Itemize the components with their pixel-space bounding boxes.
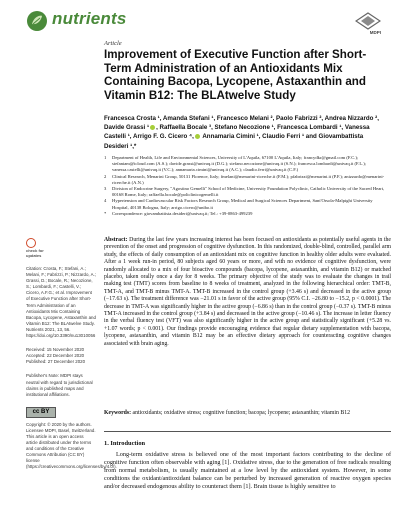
abstract-text: During the last few years increasing interest has been focused on antioxidants as potentially useful agents in the prevention of the onset and progression of cognitive dysfunction. In this randomized, double-blind, controlled, parallel arm study, the effects of daily consumption of an antioxidant mix on cognitive function in healthy older adults were evaluated. After a 1 week run-in period, 80 subjects aged 60 years or more, and with no evidence of cognitive dysfunction, were randomly allocated to a mix of four bioactive compounds (bacopa, lycopene, astaxanthin, and vitamin B12) or matched placebo, taken orally once a day for 8 weeks. The primary objective of the study was to evaluate the changes in trail making test (TMT) scores from baseline to 8 weeks of treatment, analyzed in the following hierarchical order: TMT-B, TMT-A, and TMT-B minus TMT-A. TMT-B increased in the control group (+3.46 s) and decreased in the active group (−17.63 s). The treatment difference was −21.01 s in favor of the active group (95% C.I. −26.80 to −15.2, p < 0.0001). The decrease in TMT-A was significantly higher in the active group (−6.86 s) than in the control group (−0.37 s). TMT-B minus TMT-A increased in the control group (+3.84 s) and decreased in the active group (−10.46 s). The increase in letter fluency in the verbal fluency test (VFT) was also significantly higher in the active group and statistically significant (+5.28 vs. +1.07 words; p < 0.001). Our findings provide encouraging evidence that regular dietary supplementation with bacopa, lycopene, astaxanthin, and vitamin B12 may be an effective dietary approach for counteracting cognitive changes associated with brain aging. [104,237,392,347]
author-list: Francesca Crosta ¹, Amanda Stefani ¹, Francesco Melani ², Paolo Fabrizzi ², Andrea Nizzardo ², Davide Grassi ¹ , Raffaella Bocale ³, Stefano Necozione ¹, Francesca Lombardi ¹, Vanessa Castelli ¹, Arrigo F. G. Cicero ⁴, Annamaria Cimini ¹, Claudio Ferri ¹ and Giovambattista Desideri ¹,* [104,115,379,150]
publication-dates: Received: 15 November 2020 Accepted: 22 December 2020 Published: 27 December 2020 [26,347,86,365]
affiliations [104,155,389,217]
affiliation-text: Clinical Research, Menarini Group, 50131 Florence, Italy; fmelani@menarini-ricerche.it (F.M.); pfabrizzi@menarini.it (P.F.); anizzardo@menarini-ricerche.it (A.N.) [112,173,385,185]
authors-line-1[interactable]: Francesca Crosta ¹, Amanda Stefani ¹, Francesco Melani ², Paolo Fabrizzi ², Andrea Nizzardo ², Davide Grassi ¹ [104,115,379,132]
affiliation-item [104,174,389,186]
authors-line-3[interactable]: Annamaria Cimini ¹, Claudio Ferri ¹ and Giovambattista Desideri ¹,* [104,133,364,150]
keywords-label: Keywords: [104,410,132,416]
affiliation-number: 3 [104,186,107,192]
article-title: Improvement of Executive Function after Short-Term Administration of an Antioxidants Mix Containing Bacopa, Lycopene, Astaxanthin and Vitamin B12: The BLAtwelve Study [104,48,367,102]
sidebar [26,238,117,471]
journal-name[interactable]: nutrients [52,9,127,28]
nutrients-logo-icon [26,10,48,32]
correspondence-item [104,211,389,217]
affiliation-number: * [104,210,107,216]
mdpi-logo-icon [355,12,381,30]
abstract-label: Abstract: [104,237,128,243]
publisher-name: MDPI [369,30,381,35]
orcid-icon[interactable] [150,125,155,130]
affiliation-number: 1 [104,155,107,160]
copyright-notice: Copyright: © 2020 by the authors. Licensee MDPI, Basel, Switzerland. This article is an open access article distributed under the terms and conditions of the Creative Commons Attribution (CC BY) license (https://creativecommons.org/licenses/by/4.0/). [26,421,117,470]
check-for-updates-button[interactable] [26,238,56,260]
affiliation-text: Hypertension and Cardiovascular Risk Factors Research Group, Medical and Surgical Sciences Department, Sant'Orsola-Malpighi University Hospital, 40138 Bologna, Italy; arrigo.cicero@unibo.it [112,198,373,210]
affiliation-item [104,198,389,210]
authors-line-2[interactable]: Raffaella Bocale ³, Stefano Necozione ¹, Francesca Lombardi ¹, Vanessa Castelli ¹, Arrigo F. G. Cicero ⁴, [104,124,370,141]
affiliation-item [104,155,389,174]
affiliation-number: 2 [104,173,107,179]
introduction-text: Long-term oxidative stress is believed one of the most important factors contributing to the decline of cognitive function often observable with aging [1]. Oxidative stress, due to the generation of free radicals resulting from normal metabolism, is usually maintained at a low level by the antioxidant system. However, in some conditions the oxidant/antioxidant balance can be perturbed by increased generation of reactive oxygen species and/or decreased endogenous ability to counteract them [1]. Brain tissue is highly sensitive to [104,451,391,491]
article-type: Article [104,40,122,47]
page-header [26,8,381,34]
keywords-text: antioxidants; oxidative stress; cognitive function; bacopa; lycopene; astaxanthin; vitamin B12 [132,410,351,416]
updates-icon [26,238,36,248]
affiliation-item [104,186,389,198]
cc-license-icon[interactable]: cc BY [26,407,56,418]
abstract [104,237,391,348]
section-divider [104,431,391,432]
correspondence-text[interactable]: Correspondence: giovambattista.desideri@univaq.it; Tel.: +39-0863-499239 [112,210,253,216]
orcid-icon[interactable] [195,134,200,139]
affiliation-number: 4 [104,198,107,204]
affiliation-text: Division of Endocrine Surgery, "Agostino Gemelli" School of Medicine, University Foundation Polyclinic, Catholic University of the Sacred Heart, 00168 Rome, Italy; raffaella.bocale@policlinicogemelli.it [112,186,385,198]
affiliation-text: Department of Health, Life and Environmental Sciences, University of L'Aquila, 67100 L'Aquila, Italy; francydkr@gmail.com (F.C.); stefaniam@icloud.com (A.S.); davide.grassi@univaq.it (D.G.); stefano.necozione@univaq.it (S.N.); francesca.lombardi@univaq.it (F.L.); vanessa.castelli@univaq.it (V.C.); annamaria.cimini@univaq.it (A.C.); claudio.ferri@univaq.it (C.F.) [112,155,367,173]
keywords [104,410,391,417]
publisher-note: Publisher's Note: MDPI stays neutral with regard to jurisdictional claims in published maps and institutional affiliations. [26,373,93,397]
section-heading: 1. Introduction [104,440,146,447]
citation-block: Citation: Crosta, F.; Stefani, A.; Melani, F.; Fabrizzi, P.; Nizzardo, A.; Grassi, D.; Bocale, R.; Necozione, S.; Lombardi, F.; Castelli, V.; Cicero, A.F.G.; et al. Improvement of Executive Function after Short-Term Administration of an Antioxidants Mix Containing Bacopa, Lycopene, Astaxanthin and Vitamin B12: The BLAtwelve Study. Nutrients 2021, 13, 56. https://doi.org/10.3390/nu13010056 [26,266,96,339]
updates-label: check for updates [26,248,44,258]
